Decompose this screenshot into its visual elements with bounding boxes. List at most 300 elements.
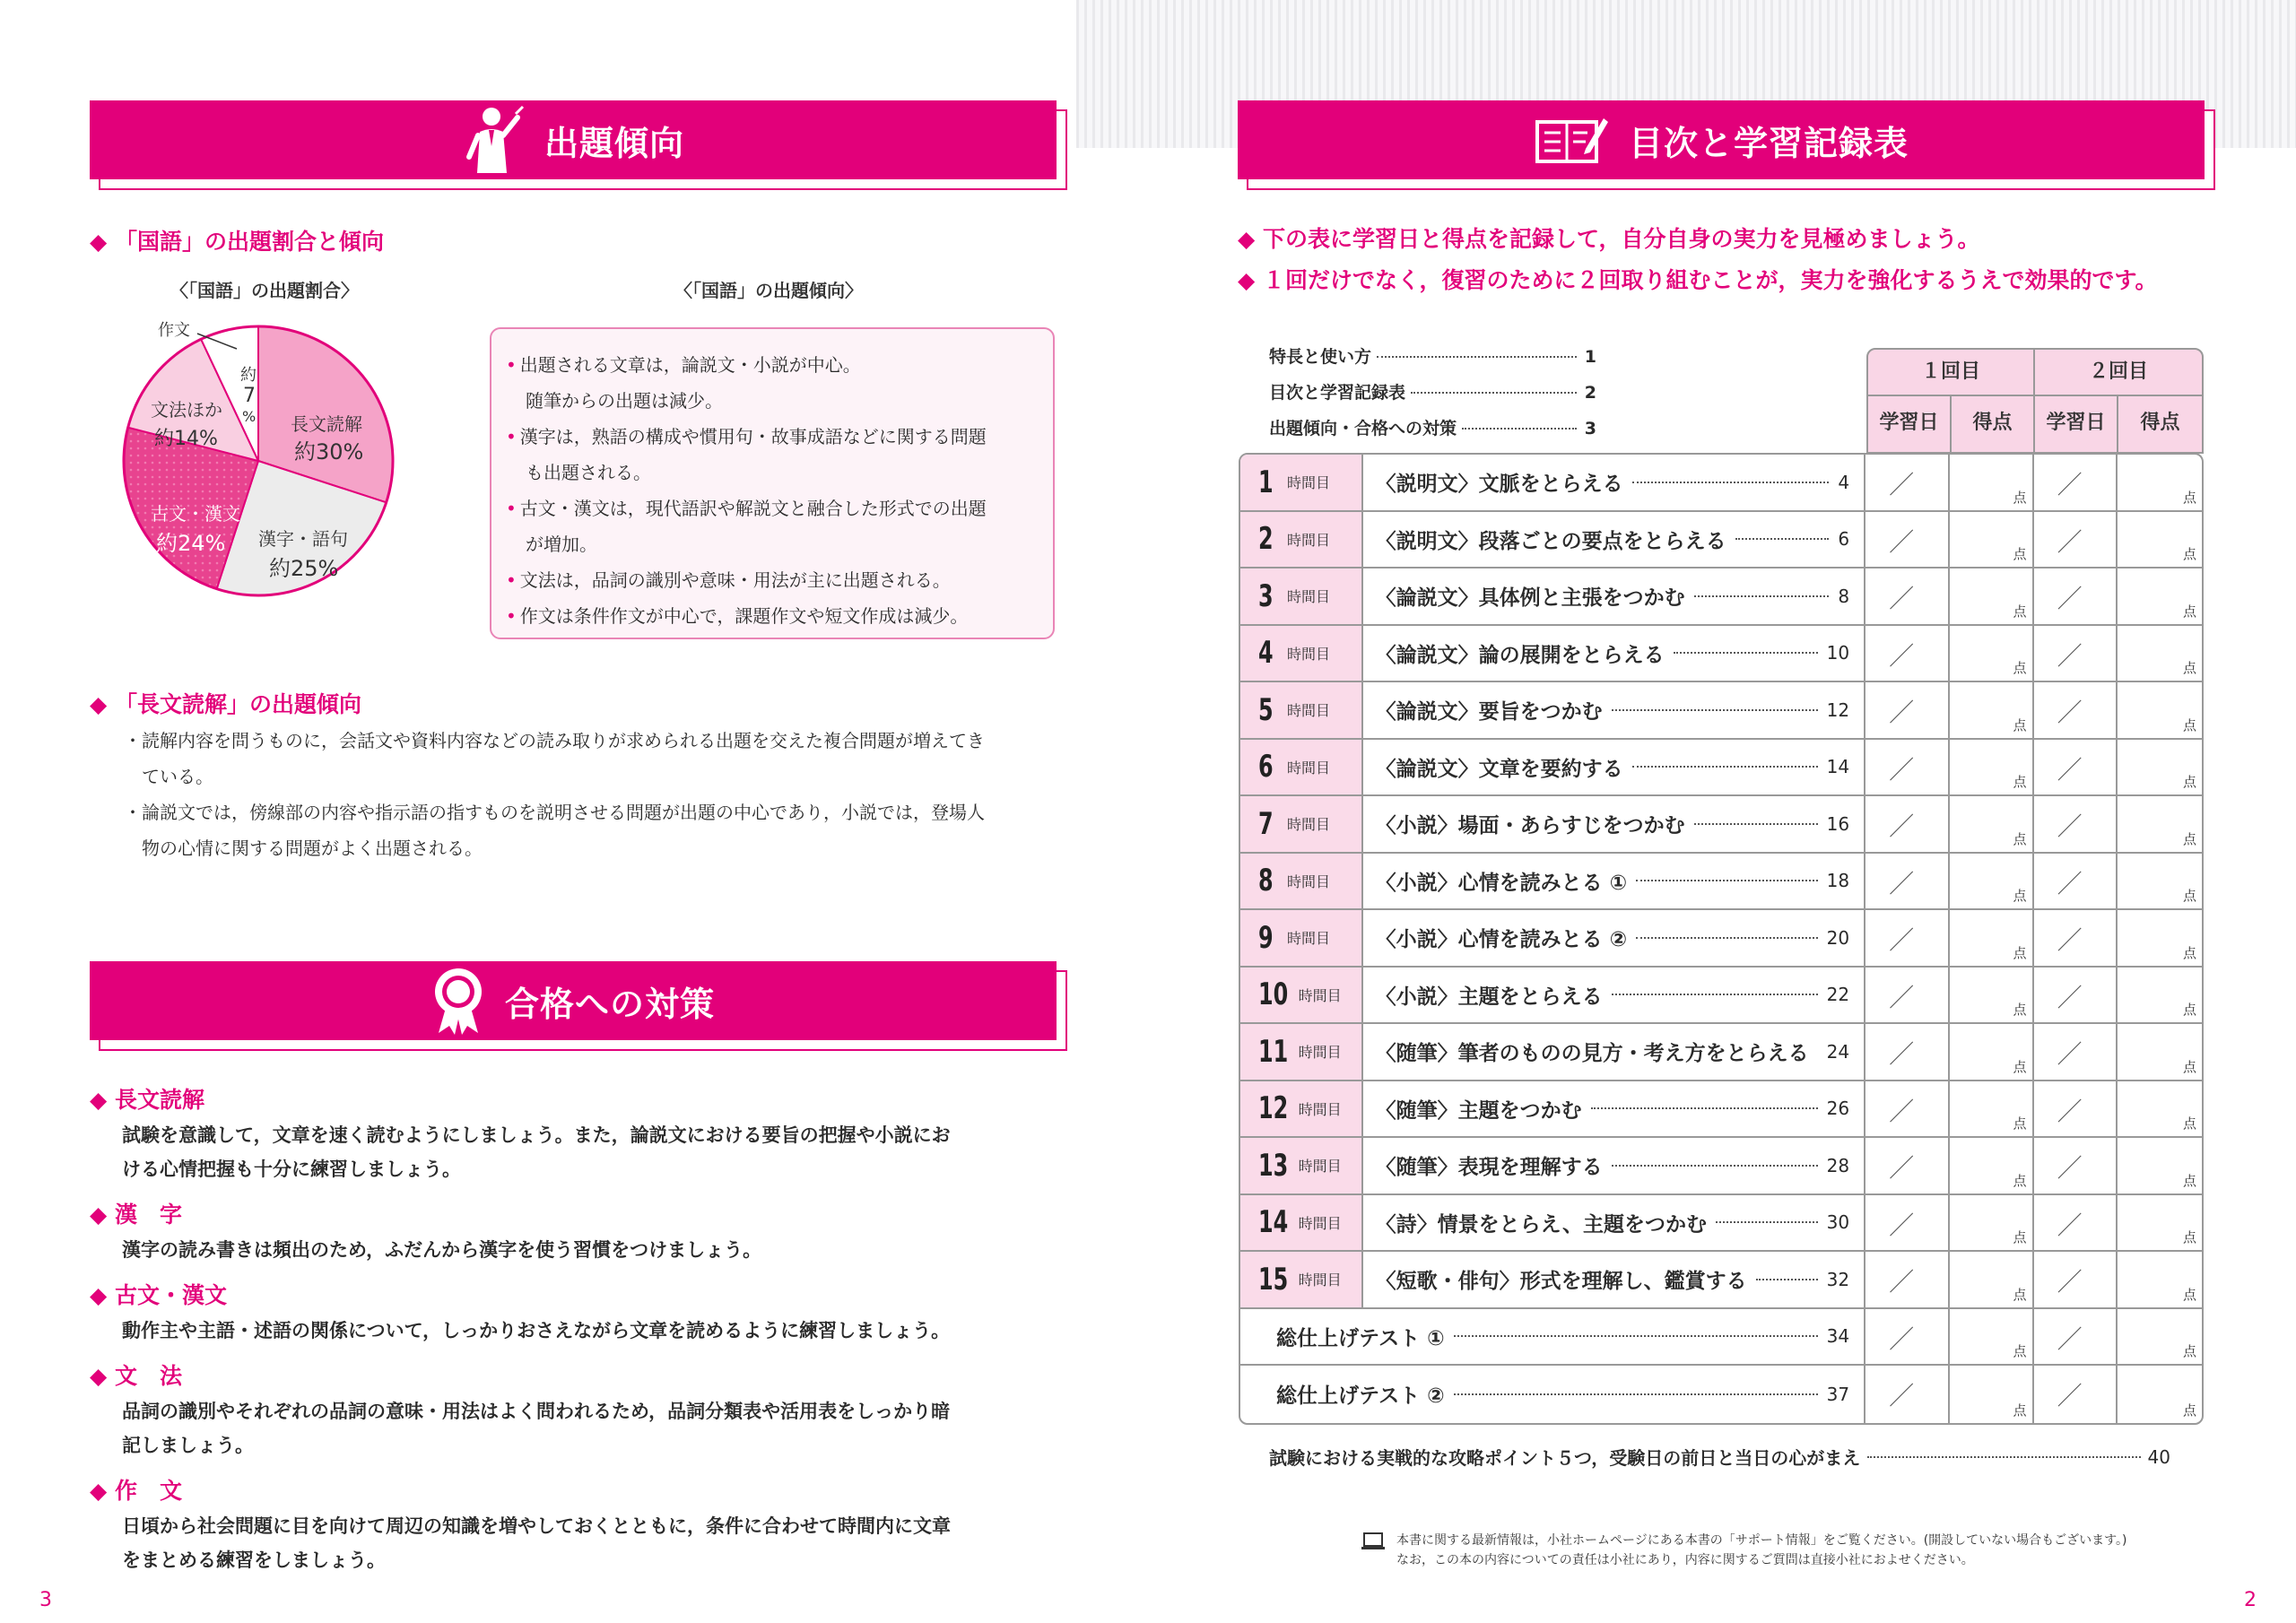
score-cell[interactable] [1950, 1195, 2034, 1251]
lesson-title-entry[interactable] [1363, 910, 1866, 966]
reading-bullet-cont: ている。 [142, 766, 213, 787]
leader-dots [1694, 595, 1830, 597]
page-number-right: 2 [2244, 1589, 2257, 1611]
score-unit: 点 [2013, 603, 2027, 620]
score-cell[interactable] [1950, 512, 2034, 568]
lesson-jikanme: 時間目 [1287, 872, 1331, 890]
pie-label-bunpo-pct: 約14% [154, 428, 218, 450]
date-slash: ／ [2057, 925, 2083, 955]
lesson-jikanme: 時間目 [1287, 474, 1331, 492]
lesson-row [1240, 740, 2202, 797]
score-unit: 点 [2183, 660, 2197, 676]
date-slash: ／ [2057, 1381, 2083, 1410]
score-cell[interactable] [1950, 796, 2034, 852]
lesson-row [1240, 1195, 2202, 1253]
leader-dots [1756, 1279, 1818, 1280]
laptop-icon [1361, 1531, 1386, 1552]
score-cell[interactable] [2118, 796, 2202, 852]
date-slash: ／ [1889, 1210, 1915, 1240]
score-cell[interactable] [2118, 626, 2202, 681]
date-header-1: 学習日 [1868, 396, 1952, 452]
date-slash: ／ [1889, 1381, 1915, 1410]
lesson-number-digit: 3 [1258, 577, 1274, 614]
lesson-jikanme: 時間目 [1287, 702, 1331, 720]
trend-item [506, 598, 1039, 634]
date-slash: ／ [2057, 982, 2083, 1012]
date-cell[interactable] [1866, 1024, 1950, 1080]
lesson-title: 〈論説文〉文章を要約する [1375, 757, 1623, 781]
medal-icon [431, 967, 485, 1035]
lesson-number-digit: 10 [1258, 976, 1289, 1013]
lesson-number-digit: 6 [1258, 749, 1274, 785]
date-slash: ／ [2057, 1153, 2083, 1183]
pie-label-chobun: 長文読解 [291, 413, 362, 435]
section-heading-ratio: ◆ 「国語」の出題割合と傾向 [90, 224, 384, 256]
leader-dots [1411, 392, 1577, 394]
date-cell[interactable] [2034, 796, 2118, 852]
lesson-jikanme: 時間目 [1298, 1100, 1342, 1118]
leader-dots [1612, 709, 1818, 711]
date-slash: ／ [2057, 754, 2083, 785]
strategy-list [90, 1082, 1058, 1577]
lesson-page: 26 [1826, 1098, 1850, 1120]
leader-dots [1454, 1335, 1818, 1337]
score-unit: 点 [2183, 888, 2197, 904]
round1-header: １回目 [1868, 350, 2035, 395]
date-slash: ／ [2057, 640, 2083, 671]
support-notice [1361, 1531, 2127, 1570]
notebook-pencil-icon [1534, 113, 1609, 167]
date-slash: ／ [1889, 868, 1915, 898]
leader-dots [1632, 766, 1818, 768]
lesson-page: 18 [1826, 870, 1850, 892]
date-slash: ／ [1889, 1324, 1915, 1354]
lesson-number [1240, 455, 1363, 510]
date-slash: ／ [1889, 526, 1915, 557]
score-unit: 点 [2013, 546, 2027, 562]
date-slash: ／ [1889, 640, 1915, 671]
date-slash: ／ [1889, 812, 1915, 841]
section-heading-reading: ◆ 「長文読解」の出題傾向 [90, 687, 361, 719]
date-cell[interactable] [2034, 1252, 2118, 1307]
lesson-title-entry[interactable] [1363, 968, 1866, 1023]
lesson-page: 22 [1826, 984, 1850, 1006]
pie-caption: 〈「国語」の出題割合〉 [170, 280, 359, 301]
date-cell[interactable] [1866, 1309, 1950, 1365]
strategy-heading: ◆ 作 文 [90, 1473, 1058, 1509]
date-cell[interactable] [2034, 1309, 2118, 1365]
score-cell[interactable] [1950, 740, 2034, 795]
leader-dots [1454, 1393, 1818, 1395]
pie-label-bunpo: 文法ほか [151, 399, 222, 421]
score-cell[interactable] [1950, 1138, 2034, 1193]
score-unit: 点 [2183, 1286, 2197, 1303]
lesson-title: 〈随筆〉筆者のものの見方・考え方をとらえる [1375, 1042, 1809, 1066]
final-section-entry [1269, 1444, 2170, 1470]
notice-line-1: 本書に関する最新情報は，小社ホームページにある本書の「サポート情報」をご覧ください。(開設していない場合もございます。) [1396, 1533, 2127, 1548]
date-cell[interactable] [1866, 1195, 1950, 1251]
date-cell[interactable] [1866, 1252, 1950, 1307]
lesson-number [1240, 968, 1363, 1023]
lesson-title-entry[interactable] [1363, 796, 1866, 852]
lesson-number-digit: 4 [1258, 635, 1274, 672]
pie-label-kanji: 漢字・語句 [258, 528, 348, 550]
date-cell[interactable] [1866, 740, 1950, 795]
pie-label-kanji-pct: 約25% [269, 556, 339, 581]
lesson-jikanme: 時間目 [1298, 1214, 1342, 1232]
lesson-number-digit: 15 [1258, 1261, 1289, 1298]
lesson-title-entry[interactable] [1363, 682, 1866, 738]
score-cell[interactable] [2118, 740, 2202, 795]
reading-bullets [124, 723, 1057, 866]
date-slash: ／ [1889, 1039, 1915, 1069]
leader-dots [1735, 538, 1830, 540]
score-cell[interactable] [2118, 1252, 2202, 1307]
lesson-page: 10 [1826, 642, 1850, 664]
score-unit: 点 [2013, 944, 2027, 961]
score-unit: 点 [2183, 546, 2197, 562]
lesson-row [1240, 1252, 2202, 1309]
leader-dots [1377, 356, 1577, 358]
date-cell[interactable] [1866, 1138, 1950, 1193]
score-header-2: 得点 [2140, 412, 2180, 434]
lesson-title: 〈詩〉情景をとらえ、主題をつかむ [1375, 1212, 1708, 1237]
score-cell[interactable] [1950, 1024, 2034, 1080]
lesson-number [1240, 910, 1363, 966]
score-cell[interactable] [2118, 455, 2202, 510]
date-slash: ／ [1889, 925, 1915, 955]
strategy-body: 日頃から社会問題に目を向けて周辺の知識を増やしておくとともに，条件に合わせて時間内に文章 [122, 1515, 951, 1537]
date-cell[interactable] [2034, 1081, 2118, 1137]
lesson-title-entry[interactable] [1363, 1195, 1866, 1251]
pie-label-chobun-pct: 約30% [294, 439, 364, 464]
test-title-entry[interactable] [1240, 1309, 1866, 1365]
date-cell[interactable] [2034, 512, 2118, 568]
lesson-number-digit: 11 [1258, 1033, 1289, 1070]
lesson-number-digit: 12 [1258, 1090, 1289, 1127]
leader-dots [1591, 1107, 1818, 1109]
lesson-title-entry[interactable] [1363, 1081, 1866, 1137]
date-cell[interactable] [2034, 682, 2118, 738]
lesson-title-entry[interactable] [1363, 1252, 1866, 1307]
date-cell[interactable] [1866, 626, 1950, 681]
leader-dots [1674, 652, 1818, 654]
banner-shutsudai-keikou [90, 100, 1057, 179]
lesson-number [1240, 796, 1363, 852]
leader-dots [1867, 1456, 2140, 1458]
date-slash: ／ [1889, 982, 1915, 1012]
score-cell[interactable] [1950, 854, 2034, 909]
front-matter-label: 出題傾向・合格への対策 [1269, 419, 1457, 438]
lesson-row [1240, 455, 2202, 512]
lesson-title: 〈論説文〉論の展開をとらえる [1375, 643, 1665, 667]
score-cell[interactable] [2118, 854, 2202, 909]
lesson-page: 20 [1826, 926, 1850, 949]
bullet-icon: • [506, 426, 517, 447]
ratio-pie-chart [106, 308, 411, 613]
score-unit: 点 [2013, 830, 2027, 847]
score-cell[interactable] [1950, 682, 2034, 738]
score-unit: 点 [2183, 1402, 2197, 1419]
bullet-icon: • [506, 605, 517, 627]
lesson-page: 12 [1826, 699, 1850, 721]
reading-bullet-line: ・論説文では，傍線部の内容や指示語の指すものを説明させる問題が出題の中心であり，小説では，登場人 [124, 802, 985, 823]
leader-dots [1636, 937, 1818, 939]
lesson-number [1240, 512, 1363, 568]
score-cell[interactable] [2118, 1195, 2202, 1251]
banner-title: 出題傾向 [544, 123, 684, 163]
score-cell[interactable] [2118, 910, 2202, 966]
score-unit: 点 [2013, 1172, 2027, 1189]
score-cell[interactable] [1950, 968, 2034, 1023]
lesson-title: 〈随筆〉表現を理解する [1375, 1156, 1603, 1180]
lesson-row [1240, 854, 2202, 911]
score-unit: 点 [2183, 1172, 2197, 1189]
score-cell[interactable] [2118, 1138, 2202, 1193]
lesson-number-digit: 2 [1258, 521, 1274, 558]
front-matter-page: 3 [1584, 419, 1596, 438]
date-slash: ／ [1889, 698, 1915, 727]
leader-dots [1716, 1221, 1818, 1223]
score-cell[interactable] [1950, 1309, 2034, 1365]
banner-mokuji [1238, 100, 2205, 179]
lesson-page: 24 [1826, 1040, 1850, 1063]
bullet-icon: • [506, 354, 517, 376]
lesson-jikanme: 時間目 [1287, 759, 1331, 777]
date-cell[interactable] [1866, 910, 1950, 966]
score-cell[interactable] [2118, 512, 2202, 568]
lesson-title: 〈説明文〉文脈をとらえる [1375, 473, 1623, 497]
front-matter-entry[interactable] [1269, 411, 1596, 447]
test-row [1240, 1366, 2202, 1423]
date-slash: ／ [2057, 698, 2083, 727]
date-cell[interactable] [1866, 968, 1950, 1023]
score-cell[interactable] [1950, 910, 2034, 966]
score-unit: 点 [2183, 489, 2197, 506]
lesson-row [1240, 796, 2202, 854]
lesson-jikanme: 時間目 [1298, 986, 1342, 1004]
strategy-body: 記しましょう。 [122, 1435, 254, 1456]
date-cell[interactable] [2034, 568, 2118, 624]
score-unit: 点 [2013, 716, 2027, 733]
date-cell[interactable] [2034, 455, 2118, 510]
score-cell[interactable] [1950, 626, 2034, 681]
lesson-number [1240, 740, 1363, 795]
date-slash: ／ [2057, 868, 2083, 898]
lesson-row [1240, 626, 2202, 683]
lesson-title: 〈短歌・俳句〉形式を理解し、鑑賞する [1375, 1270, 1747, 1294]
date-cell[interactable] [1866, 796, 1950, 852]
date-slash: ／ [1889, 470, 1915, 499]
final-page: 40 [2147, 1445, 2170, 1468]
lesson-title-entry[interactable] [1363, 1138, 1866, 1193]
lesson-title-entry[interactable] [1363, 740, 1866, 795]
date-cell[interactable] [2034, 1024, 2118, 1080]
date-cell[interactable] [1866, 568, 1950, 624]
date-cell[interactable] [2034, 910, 2118, 966]
score-cell[interactable] [2118, 682, 2202, 738]
date-slash: ／ [2057, 1210, 2083, 1240]
score-cell[interactable] [1950, 1366, 2034, 1423]
record-table-header [1866, 348, 2204, 454]
lesson-number [1240, 854, 1363, 909]
date-cell[interactable] [2034, 1366, 2118, 1423]
pie-label-kobun: 古文・漢文 [151, 503, 240, 525]
pie-label-sakubun-pct-b: 7 [243, 385, 256, 407]
lesson-row [1240, 910, 2202, 968]
lesson-jikanme: 時間目 [1287, 588, 1331, 606]
trend-line-cont: が増加。 [526, 534, 597, 555]
date-cell[interactable] [1866, 1081, 1950, 1137]
score-unit: 点 [2183, 603, 2197, 620]
lesson-number [1240, 568, 1363, 624]
score-unit: 点 [2013, 888, 2027, 904]
front-matter-entry[interactable] [1269, 339, 1596, 375]
lesson-number-digit: 9 [1258, 919, 1274, 956]
score-unit: 点 [2182, 1058, 2196, 1075]
lesson-number [1240, 1252, 1363, 1307]
score-unit: 点 [2013, 774, 2027, 790]
strategy-body: 動作主や主語・述語の関係について，しっかりおさえながら文章を読めるように練習しましょう。 [122, 1320, 951, 1341]
front-matter-entry[interactable] [1269, 375, 1596, 411]
strategy-heading: ◆ 漢 字 [90, 1197, 1058, 1233]
date-cell[interactable] [1866, 854, 1950, 909]
lesson-number-digit: 8 [1258, 863, 1274, 899]
lesson-title: 〈説明文〉段落ごとの要点をとらえる [1375, 529, 1726, 553]
reading-bullet-line: ・読解内容を問うものに，会話文や資料内容などの読み取りが求められる出題を交えた複合問題が増えてき [124, 730, 985, 751]
lesson-page: 6 [1838, 528, 1850, 551]
lesson-row [1240, 512, 2202, 569]
date-slash: ／ [2057, 526, 2083, 557]
trend-line: 古文・漢文は，現代語訳や解説文と融合した形式での出題 [519, 498, 987, 519]
test-page: 34 [1826, 1325, 1850, 1348]
date-slash: ／ [1889, 1096, 1915, 1126]
lesson-number-digit: 1 [1258, 464, 1274, 500]
lesson-jikanme: 時間目 [1287, 816, 1331, 834]
lesson-number [1240, 1081, 1363, 1137]
date-cell[interactable] [1866, 682, 1950, 738]
date-slash: ／ [2057, 584, 2083, 613]
test-page: 37 [1826, 1383, 1850, 1405]
score-cell[interactable] [1950, 455, 2034, 510]
trend-line: 出題される文章は，論説文・小説が中心。 [519, 354, 861, 376]
score-cell[interactable] [2118, 1081, 2202, 1137]
score-cell[interactable] [2118, 1024, 2202, 1080]
date-cell[interactable] [1866, 512, 1950, 568]
date-slash: ／ [2057, 1039, 2083, 1069]
lesson-number [1240, 626, 1363, 681]
banner-title: 目次と学習記録表 [1628, 123, 1909, 163]
score-unit: 点 [2183, 944, 2197, 961]
score-unit: 点 [2013, 1229, 2027, 1245]
score-unit: 点 [2013, 1115, 2027, 1132]
round2-header: ２回目 [2089, 360, 2149, 383]
trend-line: 漢字は，熟語の構成や慣用句・故事成語などに関する問題 [519, 426, 987, 447]
strategy-heading: ◆ 文 法 [90, 1358, 1058, 1394]
score-cell[interactable] [1950, 568, 2034, 624]
test-title-entry[interactable] [1240, 1366, 1866, 1423]
date-slash: ／ [1889, 584, 1915, 613]
pie-label-sakubun: 作文 [158, 321, 190, 340]
banner-goukaku-taisaku [90, 961, 1057, 1040]
leader-dots [1612, 1165, 1818, 1167]
lesson-jikanme: 時間目 [1298, 1044, 1342, 1062]
trend-box [490, 327, 1055, 639]
date-cell[interactable] [2034, 968, 2118, 1023]
date-slash: ／ [1889, 1267, 1915, 1297]
lesson-page: 16 [1826, 812, 1850, 835]
strategy-body: 品詞の識別やそれぞれの品詞の意味・用法はよく問われるため，品詞分類表や活用表をしっかり暗 [122, 1401, 951, 1422]
trend-line-cont: も出題される。 [526, 462, 651, 483]
lesson-number [1240, 1138, 1363, 1193]
lesson-title-entry[interactable] [1363, 568, 1866, 624]
strategy-heading: ◆ 長文読解 [90, 1082, 1058, 1118]
score-unit: 点 [2013, 1402, 2027, 1419]
date-cell[interactable] [2034, 626, 2118, 681]
date-header-2: 学習日 [2035, 396, 2118, 452]
score-cell[interactable] [2118, 968, 2202, 1023]
score-cell[interactable] [2118, 1366, 2202, 1423]
date-slash: ／ [2057, 470, 2083, 499]
lesson-number-digit: 5 [1258, 691, 1274, 728]
date-cell[interactable] [2034, 1138, 2118, 1193]
date-cell[interactable] [1866, 1366, 1950, 1423]
lesson-page: 30 [1826, 1211, 1850, 1234]
score-unit: 点 [2013, 1058, 2027, 1075]
date-cell[interactable] [2034, 740, 2118, 795]
lesson-row [1240, 968, 2202, 1025]
lesson-title-entry[interactable] [1363, 626, 1866, 681]
strategy-body: ける心情把握も十分に練習しましょう。 [122, 1159, 461, 1180]
intro-line-2: ◆ １回だけでなく，復習のために２回取り組むことが，実力を強化するうえで効果的です。 [1238, 260, 2157, 301]
lesson-page: 8 [1838, 585, 1850, 607]
lesson-jikanme: 時間目 [1287, 930, 1331, 948]
lesson-page: 28 [1826, 1154, 1850, 1176]
lesson-title-entry[interactable] [1363, 1024, 1866, 1080]
lesson-jikanme: 時間目 [1298, 1271, 1342, 1289]
lesson-title: 〈小説〉心情を読みとる ② [1375, 928, 1628, 952]
score-unit: 点 [2183, 830, 2197, 847]
banner-title: 合格への対策 [504, 984, 715, 1024]
date-cell[interactable] [2034, 1195, 2118, 1251]
date-cell[interactable] [1866, 455, 1950, 510]
lesson-title-entry[interactable] [1363, 512, 1866, 568]
trend-caption: 〈「国語」の出題傾向〉 [674, 280, 863, 301]
score-unit: 点 [2183, 1002, 2197, 1018]
lesson-number-digit: 13 [1258, 1147, 1289, 1184]
lesson-row [1240, 682, 2202, 740]
score-cell[interactable] [1950, 1252, 2034, 1307]
score-cell[interactable] [2118, 568, 2202, 624]
lesson-page: 32 [1826, 1268, 1850, 1290]
lesson-title-entry[interactable] [1363, 854, 1866, 909]
score-cell[interactable] [2118, 1309, 2202, 1365]
date-slash: ／ [2057, 1096, 2083, 1126]
strategy-body: 漢字の読み書きは頻出のため，ふだんから漢字を使う習慣をつけましょう。 [122, 1239, 762, 1261]
date-cell[interactable] [2034, 854, 2118, 909]
lesson-title-entry[interactable] [1363, 455, 1866, 510]
date-slash: ／ [2057, 1267, 2083, 1297]
date-slash: ／ [2057, 812, 2083, 841]
lesson-row [1240, 1081, 2202, 1139]
lesson-title: 〈随筆〉主題をつかむ [1375, 1098, 1582, 1123]
lesson-number [1240, 1195, 1363, 1251]
notice-line-2: なお，この本の内容についての責任は小社にあり，内容に関するご質問は直接小社におよせください。 [1396, 1553, 1974, 1567]
lesson-row [1240, 1024, 2202, 1081]
front-matter-label: 目次と学習記録表 [1269, 383, 1406, 403]
score-cell[interactable] [1950, 1081, 2034, 1137]
lesson-title: 〈論説文〉要旨をつかむ [1375, 700, 1603, 725]
